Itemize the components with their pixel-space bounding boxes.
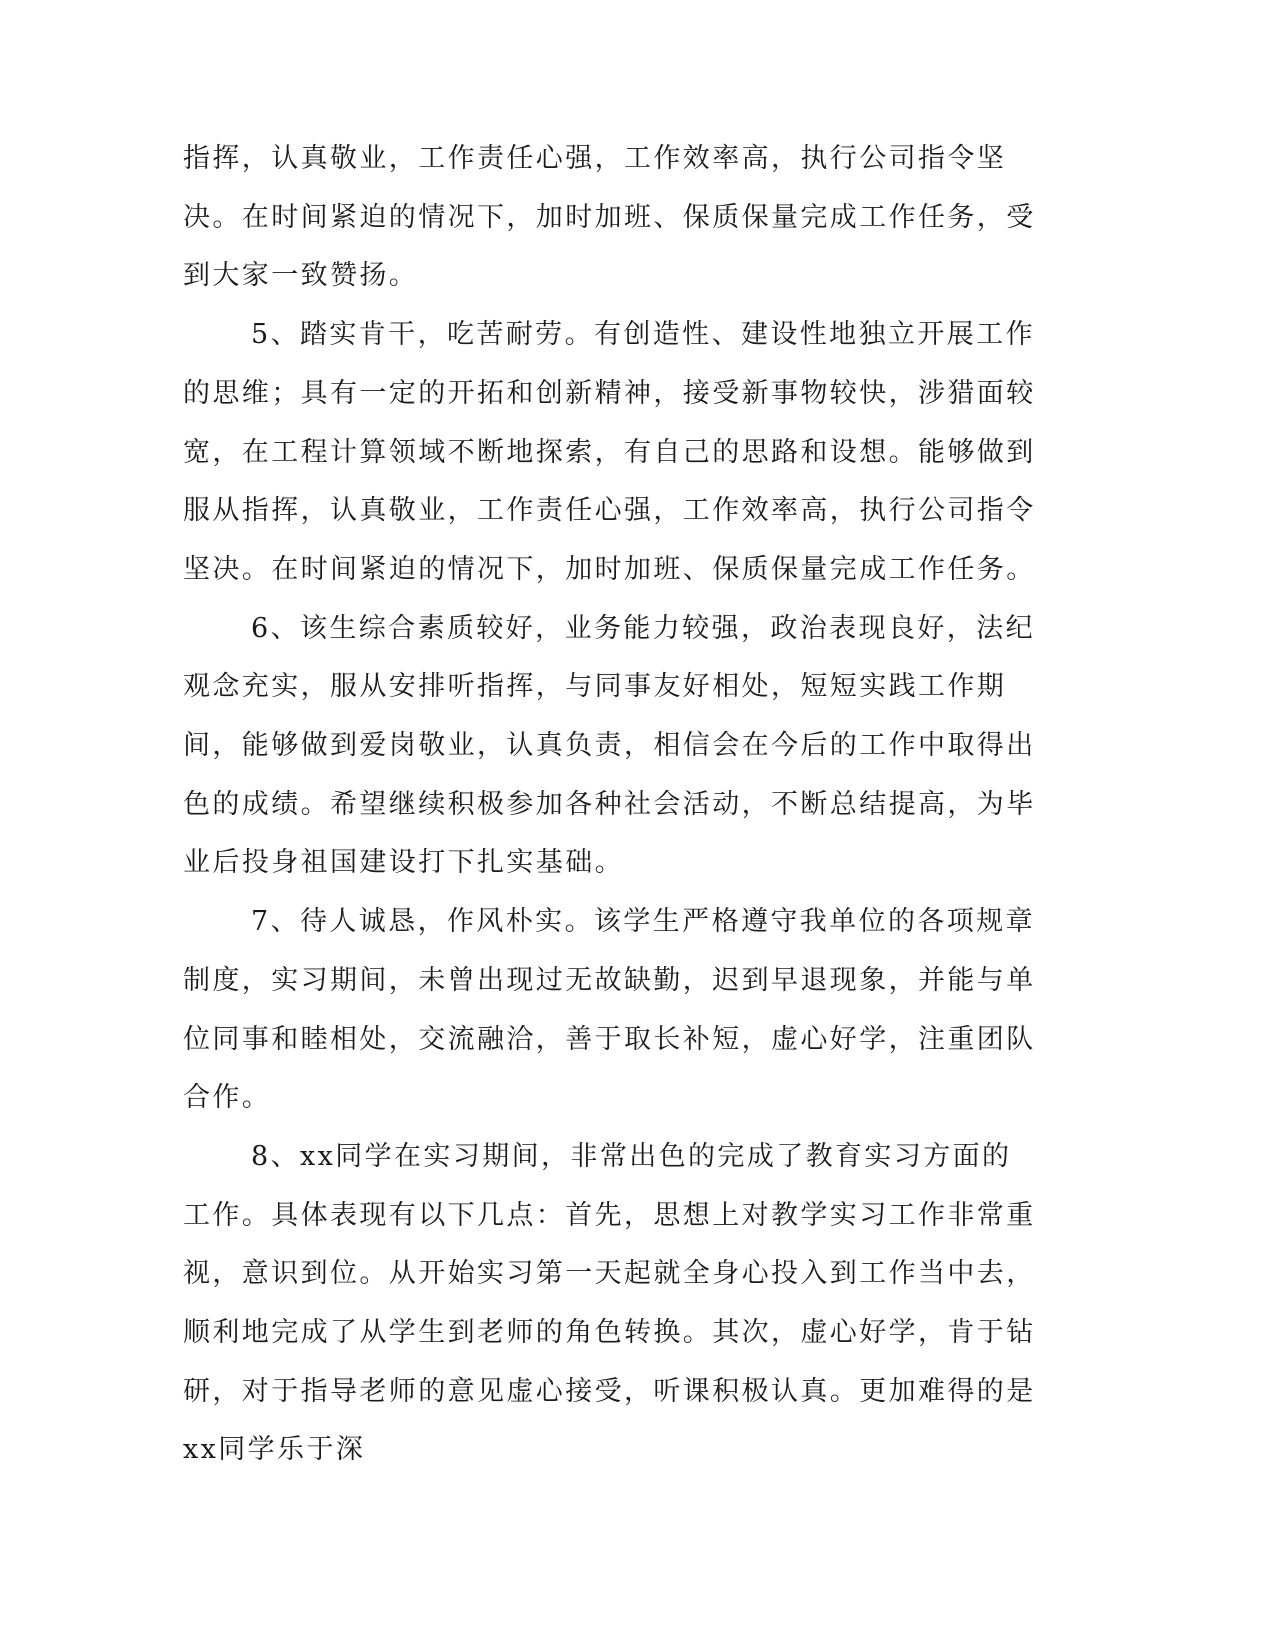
document-body [183, 130, 1038, 1480]
paragraph-item-5: 5、踏实肯干，吃苦耐劳。有创造性、建设性地独立开展工作的思维；具有一定的开拓和创新精神，接受新事物较快，涉猎面较宽，在工程计算领域不断地探索，有自己的思路和设想。能够做到服从指挥，认真敬业，工作责任心强，工作效率高，执行公司指令坚决。在时间紧迫的情况下，加时加班、保质保量完成工作任务。 [183, 319, 1036, 585]
paragraph-item-7: 7、待人诚恳，作风朴实。该学生严格遵守我单位的各项规章制度，实习期间，未曾出现过无故缺勤，迟到早退现象，并能与单位同事和睦相处，交流融洽，善于取长补短，虚心好学，注重团队合作。 [183, 906, 1036, 1114]
paragraph-item-6: 6、该生综合素质较好，业务能力较强，政治表现良好，法纪观念充实，服从安排听指挥，与同事友好相处，短短实践工作期间，能够做到爱岗敬业，认真负责，相信会在今后的工作中取得出色的成绩。希望继续积极参加各种社会活动，不断总结提高，为毕业后投身祖国建设打下扎实基础。 [183, 612, 1036, 879]
paragraph-continued: 指挥，认真敬业，工作责任心强，工作效率高，执行公司指令坚决。在时间紧迫的情况下，加时加班、保质保量完成工作任务，受到大家一致赞扬。 [183, 143, 1036, 292]
paragraph-item-8: 8、xx同学在实习期间，非常出色的完成了教育实习方面的工作。具体表现有以下几点：首先，思想上对教学实习工作非常重视，意识到位。从开始实习第一天起就全身心投入到工作当中去，顺利地完成了从学生到老师的角色转换。其次，虚心好学，肯于钻研，对于指导老师的意见虚心接受，听课积极认真。更加难得的是xx同学乐于深 [183, 1140, 1036, 1466]
